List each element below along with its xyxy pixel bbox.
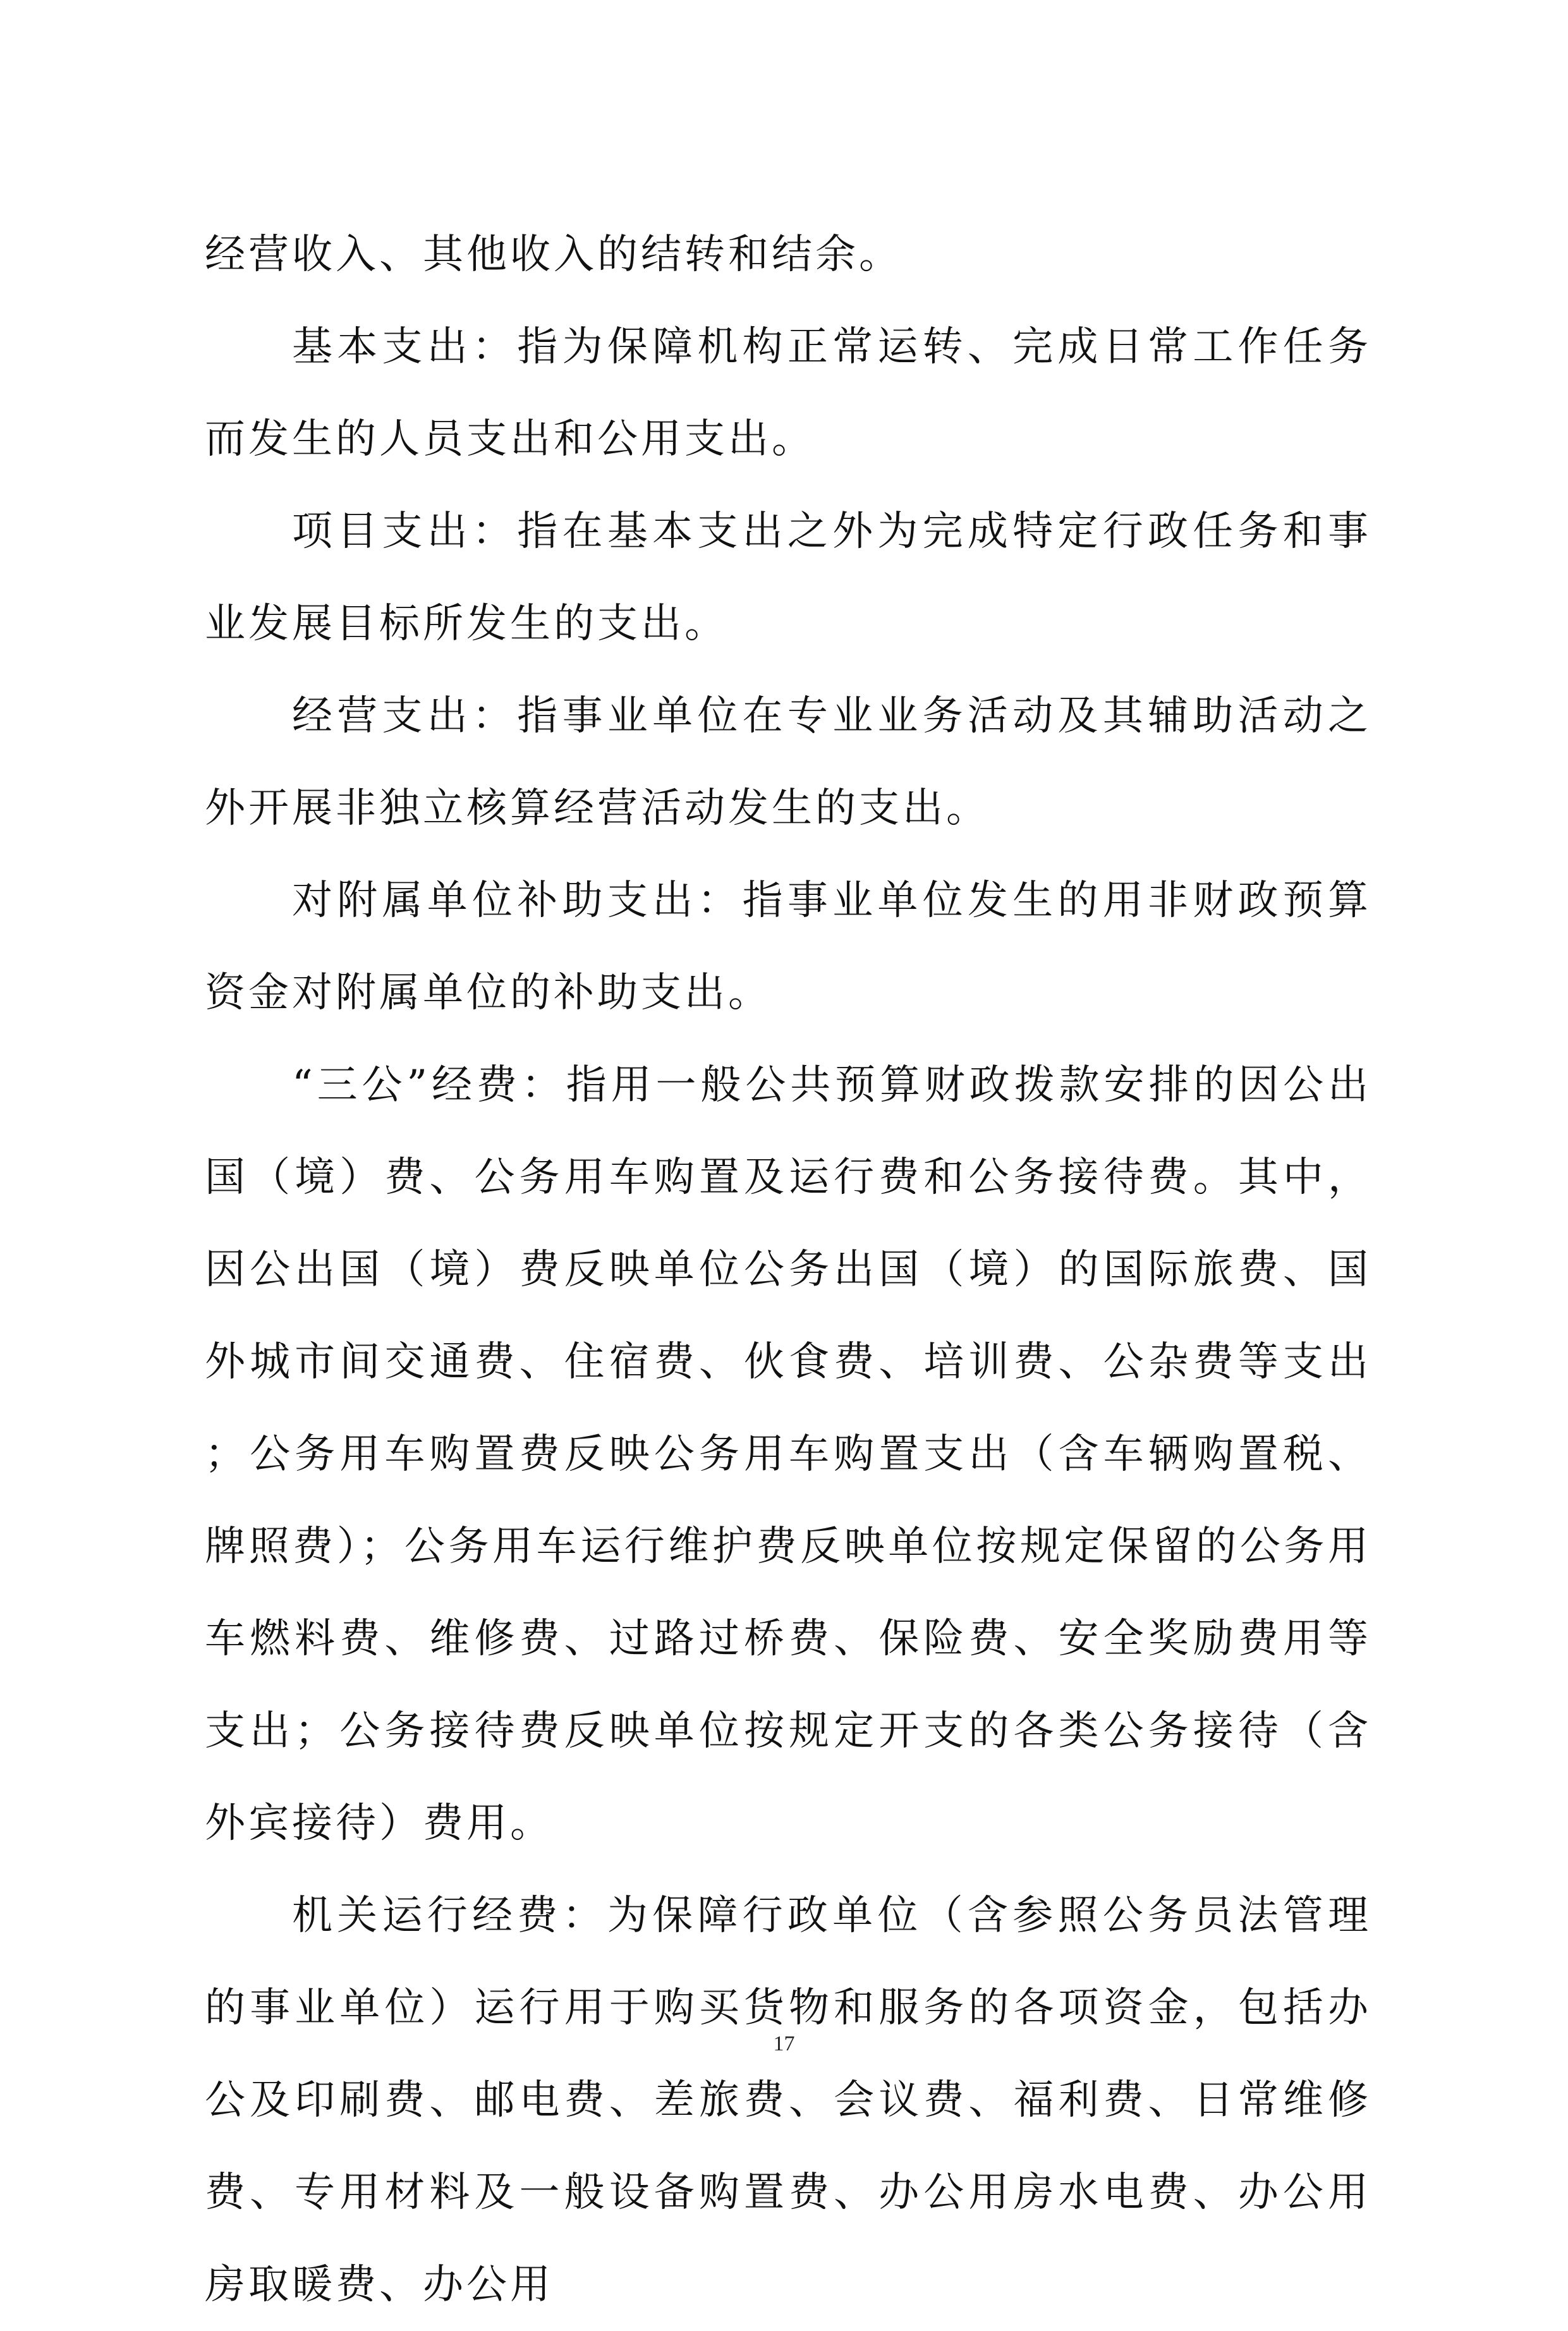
paragraph-three-public-expenses: “三公”经费：指用一般公共预算财政拨款安排的因公出国（境）费、公务用车购置及运行费和公务接待费。其中，因公出国（境）费反映单位公务出国（境）的国际旅费、国外城市间交通费、住宿费、伙食费、培训费、公杂费等支出；公务用车购置费反映公务用车购置支出（含车辆购置税、牌照费）；公务用车运行维护费反映单位按规定保留的公务用车燃料费、维修费、过路过桥费、保险费、安全奖励费用等支出；公务接待费反映单位按规定开支的各类公务接待（含外宾接待）费用。 [205, 1062, 1371, 1847]
paragraph-basic-expenditure: 基本支出：指为保障机构正常运转、完成日常工作任务而发生的人员支出和公用支出。 [205, 324, 1371, 463]
paragraph-operating-expenditure: 经营支出：指事业单位在专业业务活动及其辅助活动之外开展非独立核算经营活动发生的支出。 [205, 693, 1371, 832]
page-number: 17 [773, 2032, 795, 2055]
paragraph-subsidiary-subsidy: 对附属单位补助支出：指事业单位发生的用非财政预算资金对附属单位的补助支出。 [205, 877, 1371, 1016]
document-body [205, 209, 1371, 2331]
paragraph-project-expenditure: 项目支出：指在基本支出之外为完成特定行政任务和事业发展目标所发生的支出。 [205, 508, 1371, 647]
paragraph-operating-funds: 机关运行经费：为保障行政单位（含参照公务员法管理的事业单位）运行用于购买货物和服务的各项资金，包括办公及印刷费、邮电费、差旅费、会议费、福利费、日常维修费、专用材料及一般设备购置费、办公用房水电费、办公用房取暖费、办公用 [205, 1892, 1371, 2308]
paragraph-continuation: 经营收入、其他收入的结转和结余。 [205, 231, 903, 278]
